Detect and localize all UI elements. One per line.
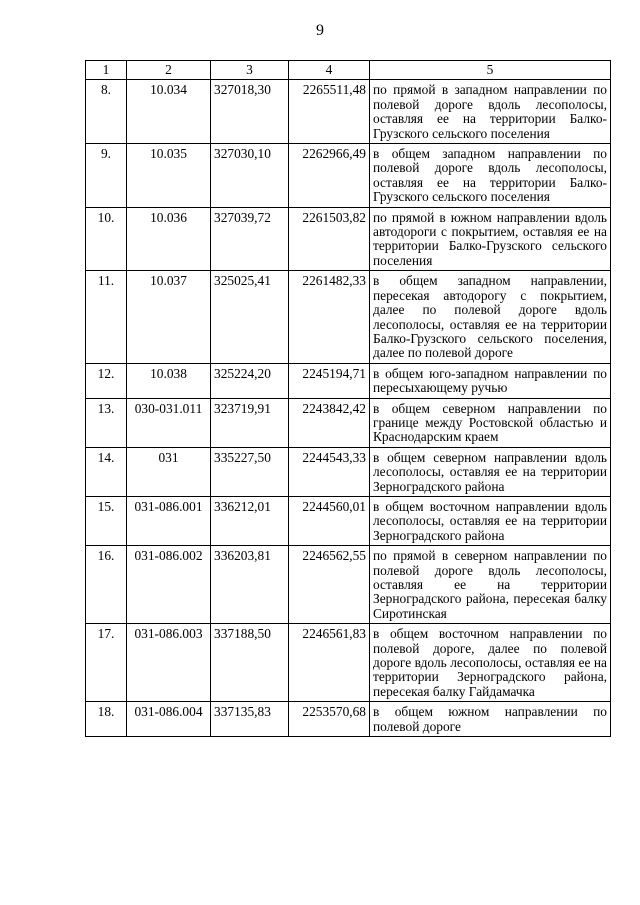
table-row <box>86 496 611 545</box>
coordinate-y: 2246562,55 <box>289 546 370 624</box>
coordinate-y: 2244560,01 <box>289 496 370 545</box>
row-number: 16. <box>86 546 127 624</box>
page-number: 9 <box>316 22 324 39</box>
boundary-description: в общем восточном направлении по полевой дороге, далее по полевой дороге вдоль лесополосы, оставляя ее на территории Зерноградского района, пересекая балку Гайдамачка <box>370 624 611 702</box>
coordinate-x: 327039,72 <box>211 207 289 271</box>
boundary-description: в общем западном направлении, пересекая автодорогу с покрытием, далее по полевой дороге вдоль лесополосы, оставляя ее на территории Балко-Грузского сельского поселения, далее по полевой дороге <box>370 271 611 363</box>
point-code: 031-086.002 <box>127 546 211 624</box>
table-row <box>86 144 611 208</box>
coordinate-y: 2243842,42 <box>289 398 370 447</box>
point-code: 030-031.011 <box>127 398 211 447</box>
table-row <box>86 702 611 737</box>
table-row <box>86 546 611 624</box>
point-code: 10.036 <box>127 207 211 271</box>
point-code: 031 <box>127 447 211 496</box>
coordinate-y: 2244543,33 <box>289 447 370 496</box>
boundary-description: в общем северном направлении по границе между Ростовской областью и Краснодарским краем <box>370 398 611 447</box>
table-row <box>86 363 611 398</box>
header-col-5: 5 <box>370 61 611 80</box>
boundary-description: по прямой в западном направлении по полевой дороге вдоль лесополосы, оставляя ее на территории Балко-Грузского сельского поселения <box>370 80 611 144</box>
row-number: 12. <box>86 363 127 398</box>
coordinate-y: 2253570,68 <box>289 702 370 737</box>
coordinate-x: 325025,41 <box>211 271 289 363</box>
point-code: 10.038 <box>127 363 211 398</box>
coordinate-x: 327018,30 <box>211 80 289 144</box>
coordinate-y: 2246561,83 <box>289 624 370 702</box>
row-number: 9. <box>86 144 127 208</box>
header-col-1: 1 <box>86 61 127 80</box>
row-number: 10. <box>86 207 127 271</box>
table-row <box>86 398 611 447</box>
coordinate-x: 336212,01 <box>211 496 289 545</box>
row-number: 13. <box>86 398 127 447</box>
coordinate-x: 335227,50 <box>211 447 289 496</box>
row-number: 8. <box>86 80 127 144</box>
point-code: 10.034 <box>127 80 211 144</box>
row-number: 15. <box>86 496 127 545</box>
row-number: 14. <box>86 447 127 496</box>
boundary-description: по прямой в южном направлении вдоль автодороги с покрытием, оставляя ее на территории Балко-Грузского сельского поселения <box>370 207 611 271</box>
header-col-4: 4 <box>289 61 370 80</box>
header-col-3: 3 <box>211 61 289 80</box>
table-row <box>86 80 611 144</box>
boundary-description: в общем северном направлении вдоль лесополосы, оставляя ее на территории Зерноградского района <box>370 447 611 496</box>
row-number: 11. <box>86 271 127 363</box>
table-header-row <box>86 61 611 80</box>
coordinate-x: 327030,10 <box>211 144 289 208</box>
point-code: 031-086.003 <box>127 624 211 702</box>
coordinate-y: 2261503,82 <box>289 207 370 271</box>
table-row <box>86 447 611 496</box>
coordinate-x: 337135,83 <box>211 702 289 737</box>
coordinate-x: 336203,81 <box>211 546 289 624</box>
coordinate-x: 337188,50 <box>211 624 289 702</box>
boundary-description: в общем восточном направлении вдоль лесополосы, оставляя ее на территории Зерноградского района <box>370 496 611 545</box>
header-col-2: 2 <box>127 61 211 80</box>
point-code: 031-086.004 <box>127 702 211 737</box>
boundary-description: в общем юго-западном направлении по пересыхающему ручью <box>370 363 611 398</box>
table-row <box>86 207 611 271</box>
row-number: 18. <box>86 702 127 737</box>
coordinate-x: 323719,91 <box>211 398 289 447</box>
boundary-description: в общем южном направлении по полевой дороге <box>370 702 611 737</box>
coordinate-x: 325224,20 <box>211 363 289 398</box>
row-number: 17. <box>86 624 127 702</box>
coordinate-y: 2265511,48 <box>289 80 370 144</box>
table-row <box>86 624 611 702</box>
boundary-description: по прямой в северном направлении по полевой дороге вдоль лесополосы, оставляя ее на территории Зерноградского района, пересекая балку Сиротинская <box>370 546 611 624</box>
coordinate-y: 2261482,33 <box>289 271 370 363</box>
boundary-table <box>85 60 611 737</box>
table-row <box>86 271 611 363</box>
point-code: 031-086.001 <box>127 496 211 545</box>
boundary-description: в общем западном направлении по полевой дороге вдоль лесополосы, оставляя ее на территории Балко-Грузского сельского поселения <box>370 144 611 208</box>
coordinate-y: 2262966,49 <box>289 144 370 208</box>
coordinate-y: 2245194,71 <box>289 363 370 398</box>
point-code: 10.037 <box>127 271 211 363</box>
point-code: 10.035 <box>127 144 211 208</box>
